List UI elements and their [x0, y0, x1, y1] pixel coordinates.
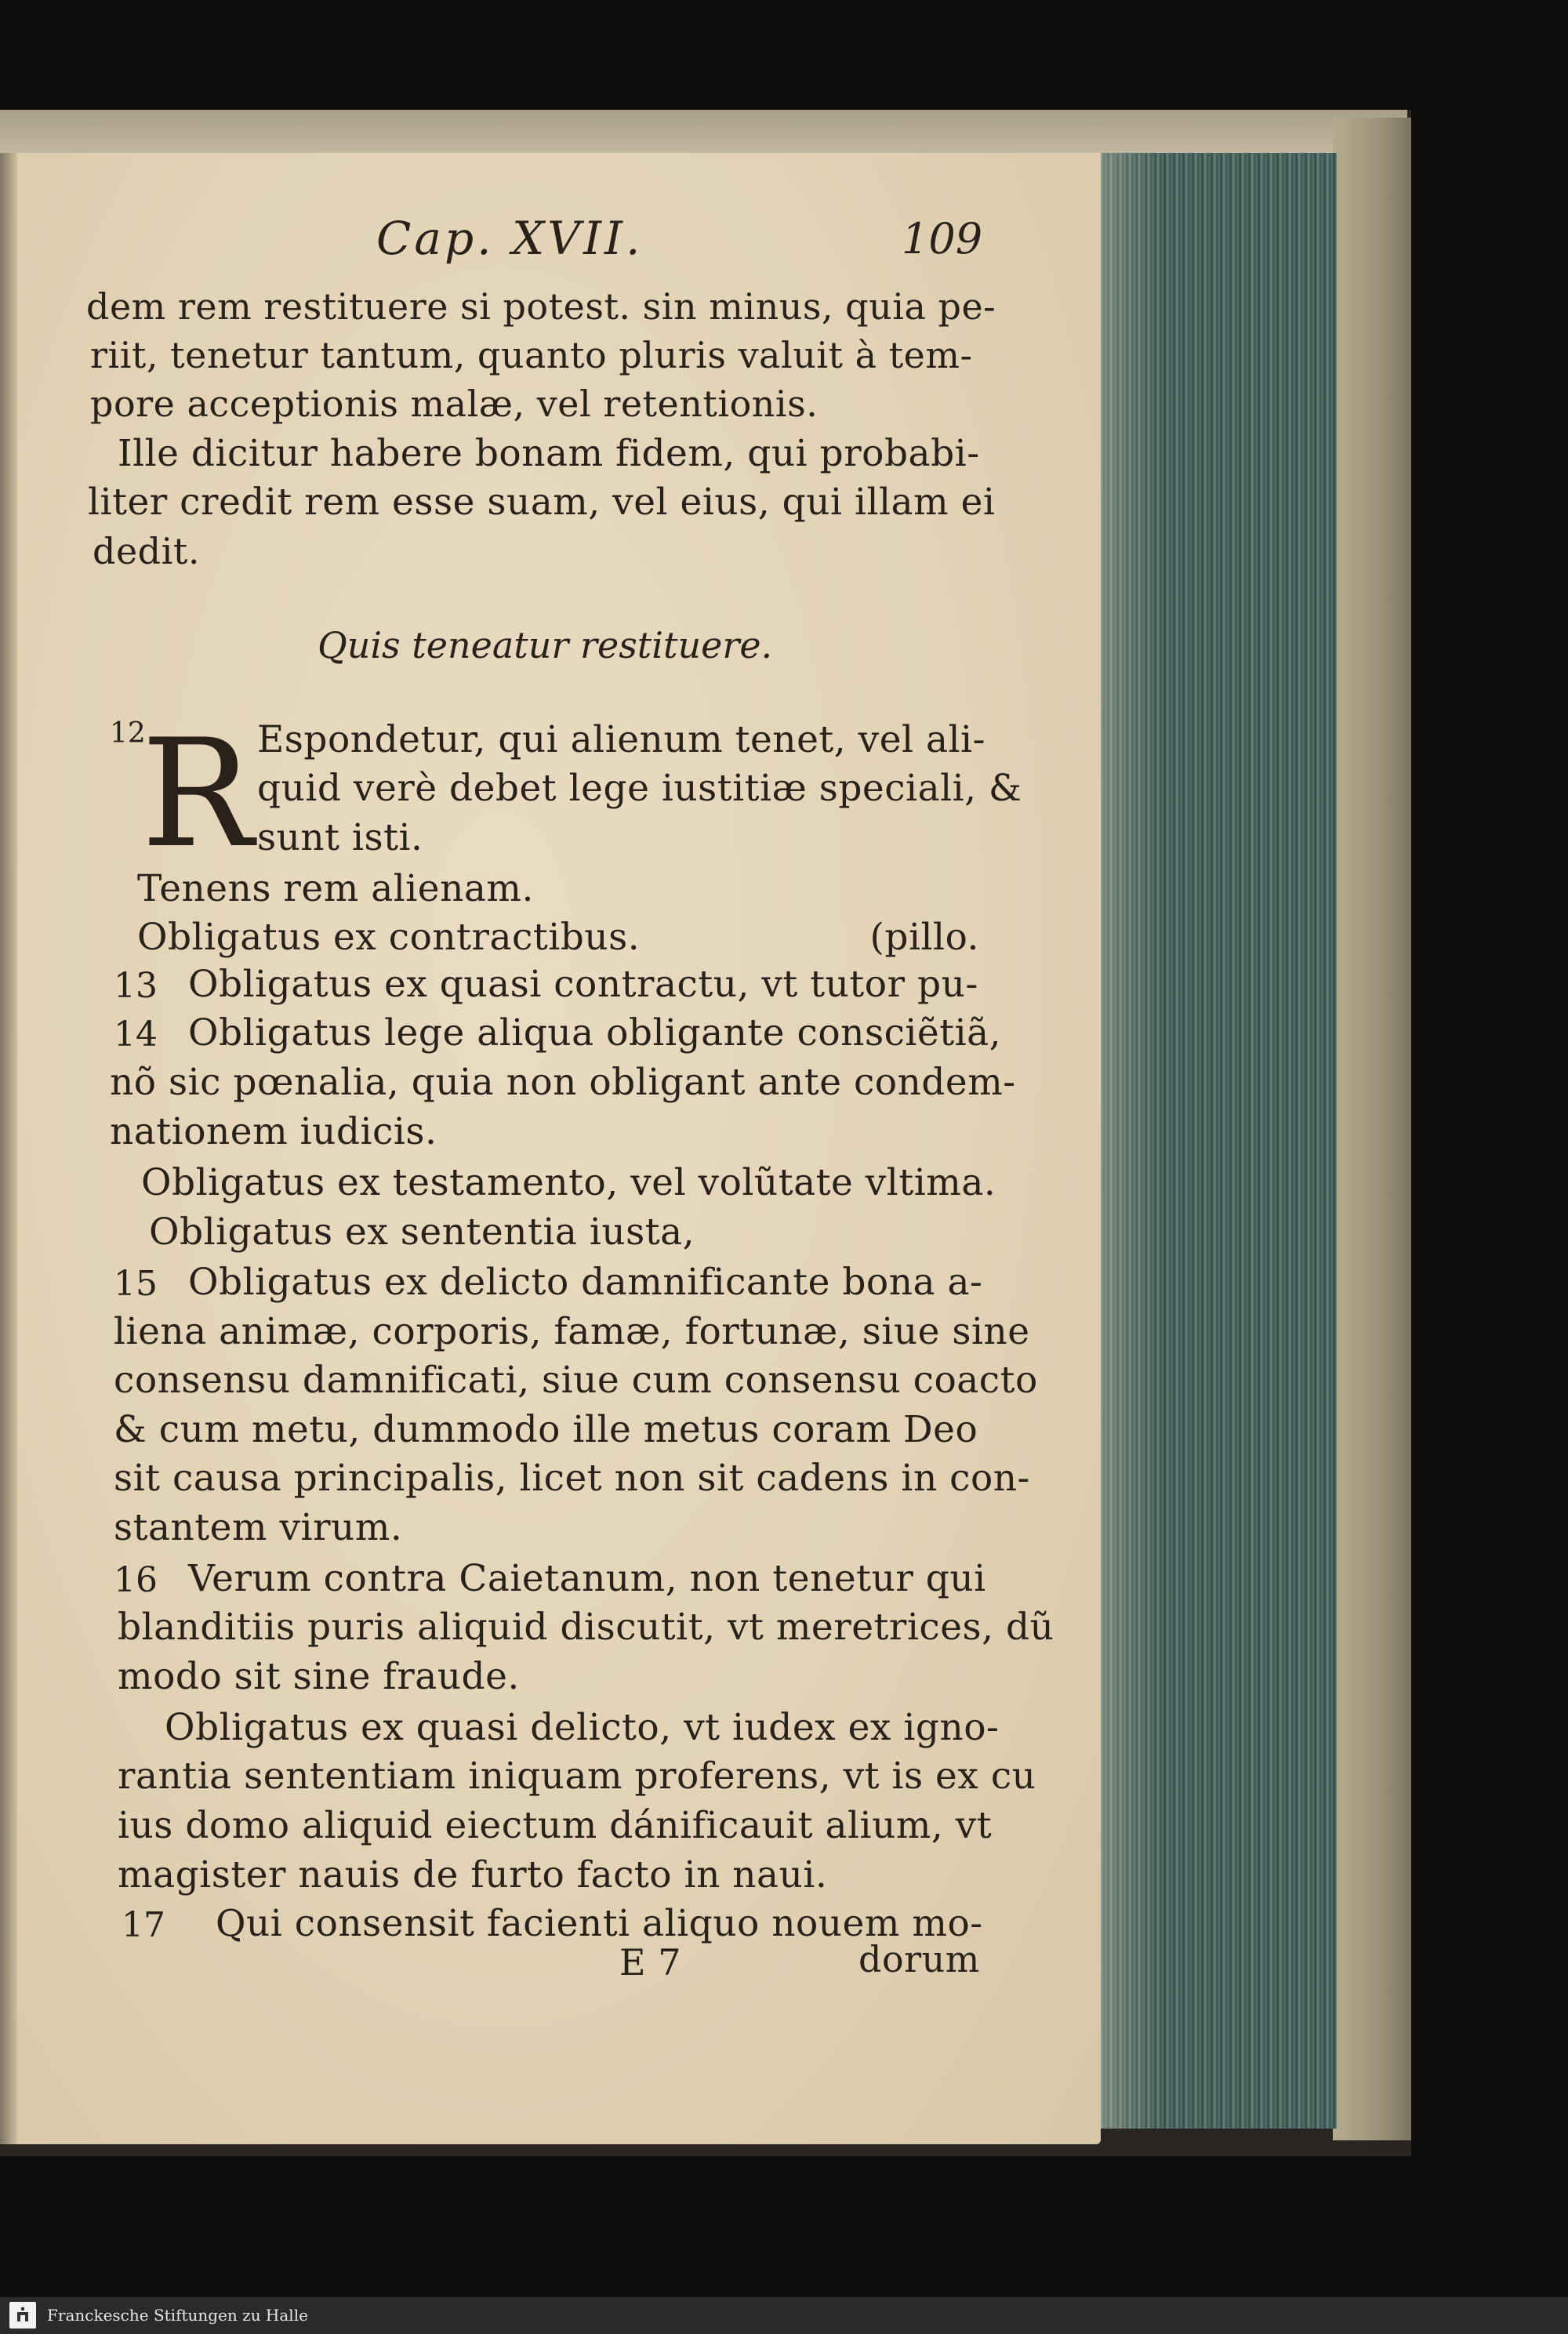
text-line: dem rem restituere si potest. sin minus, quia pe-	[86, 285, 996, 328]
paragraph-number: 12	[110, 717, 146, 750]
text-line: pore acceptionis malæ, vel retentionis.	[90, 383, 818, 425]
text-line: & cum metu, dummodo ille metus coram Deo	[114, 1408, 978, 1451]
text-line: Espondetur, qui alienum tenet, vel ali-	[257, 718, 985, 761]
text-line: Obligatus ex testamento, vel volũtate vltima.	[141, 1161, 996, 1204]
paragraph-number: 16	[114, 1560, 158, 1600]
text-line: modo sit sine fraude.	[118, 1655, 520, 1698]
text-line: rantia sententiam iniquam proferens, vt is ex cu	[118, 1755, 1036, 1798]
catchword: dorum	[858, 1938, 980, 1980]
text-line: blanditiis puris aliquid discutit, vt meretrices, dũ	[118, 1606, 1054, 1649]
institution-logo-icon	[9, 2302, 36, 2329]
text-line: consensu damnificati, siue cum consensu coacto	[114, 1359, 1038, 1402]
text-line: Tenens rem alienam.	[137, 867, 534, 910]
paragraph-number: 13	[114, 966, 158, 1006]
text-line: liena animæ, corporis, famæ, fortunæ, siue sine	[114, 1310, 1030, 1353]
text-line: Obligatus ex quasi delicto, vt iudex ex igno-	[165, 1706, 1000, 1749]
text-line: quid verè debet lege iustitiæ speciali, &	[257, 767, 1022, 810]
page-number: 109	[902, 214, 983, 263]
text-line: Verum contra Caietanum, non tenetur qui	[188, 1557, 986, 1600]
institution-name: Franckesche Stiftungen zu Halle	[47, 2306, 308, 2325]
signature-mark: E 7	[619, 1941, 681, 1984]
text-line: Ille dicitur habere bonam fidem, qui probabi-	[118, 432, 980, 475]
running-title: Cap. XVII.	[376, 212, 644, 265]
text-line: liter credit rem esse suam, vel eius, qui illam ei	[88, 481, 996, 524]
text-line: stantem virum.	[114, 1506, 403, 1549]
text-line: nõ sic pœnalia, quia non obligant ante condem-	[110, 1061, 1016, 1104]
paragraph-number: 14	[114, 1015, 158, 1054]
text-line: riit, tenetur tantum, quanto pluris valuit à tem-	[90, 334, 973, 376]
text-line: ius domo aliquid eiectum dánificauit alium, vt	[118, 1804, 993, 1847]
text-line: Obligatus ex delicto damnificante bona a-	[188, 1261, 983, 1304]
text-line: Obligatus ex contractibus. (pillo.	[137, 916, 979, 959]
text-line: magister nauis de furto facto in naui.	[118, 1853, 828, 1897]
text-line: nationem iudicis.	[110, 1110, 437, 1153]
paragraph-number: 17	[122, 1905, 165, 1945]
paragraph-number: 15	[114, 1264, 158, 1304]
drop-initial: R	[141, 707, 254, 880]
text-line: dedit.	[93, 530, 200, 572]
book-cover-edge	[1333, 118, 1411, 2140]
section-heading: Quis teneatur restituere.	[318, 624, 773, 666]
text-line: sunt isti.	[257, 816, 423, 859]
text-line: sit causa principalis, licet non sit cadens in con-	[114, 1457, 1030, 1500]
text-line: Obligatus lege aliqua obligante consciẽtiã,	[188, 1011, 1002, 1054]
text-line: Qui consensit facienti aliquo nouem mo-	[216, 1902, 983, 1945]
page-gutter	[0, 153, 17, 2144]
text-line: Obligatus ex quasi contractu, vt tutor pu-	[188, 963, 978, 1006]
text-line: Obligatus ex sententia iusta,	[149, 1211, 695, 1254]
